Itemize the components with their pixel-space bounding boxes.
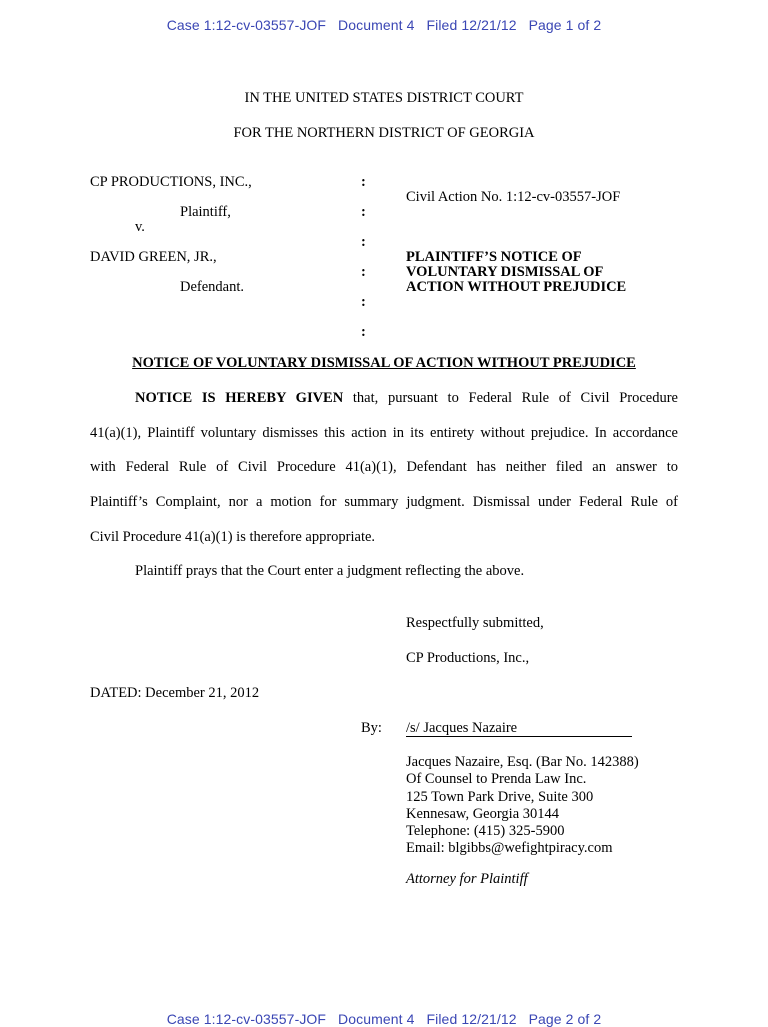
paragraph-line bbox=[135, 390, 678, 407]
dated-line: DATED: December 21, 2012 bbox=[90, 685, 260, 701]
caption-divider: : bbox=[361, 294, 366, 310]
defendant-name: DAVID GREEN, JR., bbox=[90, 249, 217, 265]
attorney-for: Attorney for Plaintiff bbox=[406, 871, 528, 887]
closing: Respectfully submitted, bbox=[406, 615, 544, 631]
prayer-paragraph: Plaintiff prays that the Court enter a judgment reflecting the above. bbox=[135, 563, 525, 579]
notice-text: that, pursuant to Federal Rule of Civil Procedure bbox=[343, 390, 678, 406]
notice-lead: NOTICE IS HEREBY GIVEN bbox=[135, 390, 344, 406]
paragraph-line: with Federal Rule of Civil Procedure 41(a)(1), Defendant has neither filed an answer to bbox=[90, 459, 678, 475]
notice-heading: NOTICE OF VOLUNTARY DISMISSAL OF ACTION WITHOUT PREJUDICE bbox=[132, 355, 636, 371]
filing-header: Case 1:12-cv-03557-JOF Document 4 Filed 12/21/12 Page 1 of 2 bbox=[166, 17, 602, 33]
document-title-line: PLAINTIFF’S NOTICE OF bbox=[406, 249, 582, 265]
document-title-line: VOLUNTARY DISMISSAL OF bbox=[406, 264, 604, 280]
versus: v. bbox=[135, 219, 145, 235]
by-label: By: bbox=[361, 720, 382, 736]
document-title-line: ACTION WITHOUT PREJUDICE bbox=[406, 279, 627, 295]
attorney-email: Email: blgibbs@wefightpiracy.com bbox=[406, 840, 613, 856]
attorney-name: Jacques Nazaire, Esq. (Bar No. 142388) bbox=[406, 754, 639, 770]
civil-action-number: Civil Action No. 1:12-cv-03557-JOF bbox=[406, 189, 621, 205]
paragraph-line: Civil Procedure 41(a)(1) is therefore appropriate. bbox=[90, 529, 376, 545]
attorney-firm: Of Counsel to Prenda Law Inc. bbox=[406, 771, 587, 787]
court-name: IN THE UNITED STATES DISTRICT COURT bbox=[244, 90, 524, 106]
caption-divider: : bbox=[361, 264, 366, 280]
electronic-signature: /s/ Jacques Nazaire bbox=[406, 720, 518, 736]
firm-name: CP Productions, Inc., bbox=[406, 650, 530, 666]
plaintiff-role: Plaintiff, bbox=[180, 204, 231, 220]
caption-divider: : bbox=[361, 234, 366, 250]
caption-divider: : bbox=[361, 324, 366, 340]
paragraph-line: Plaintiff’s Complaint, nor a motion for summary judgment. Dismissal under Federal Rule of bbox=[90, 494, 678, 510]
plaintiff-name: CP PRODUCTIONS, INC., bbox=[90, 174, 252, 190]
paragraph-line: 41(a)(1), Plaintiff voluntary dismisses this action in its entirety without prejudice. In accordance bbox=[90, 425, 678, 441]
attorney-phone: Telephone: (415) 325-5900 bbox=[406, 823, 565, 839]
attorney-city: Kennesaw, Georgia 30144 bbox=[406, 806, 560, 822]
caption-divider: : bbox=[361, 204, 366, 220]
caption-divider: : bbox=[361, 174, 366, 190]
filing-header-next-page: Case 1:12-cv-03557-JOF Document 4 Filed 12/21/12 Page 2 of 2 bbox=[166, 1011, 602, 1027]
court-district: FOR THE NORTHERN DISTRICT OF GEORGIA bbox=[233, 125, 535, 141]
attorney-address: 125 Town Park Drive, Suite 300 bbox=[406, 789, 594, 805]
defendant-role: Defendant. bbox=[180, 279, 245, 295]
